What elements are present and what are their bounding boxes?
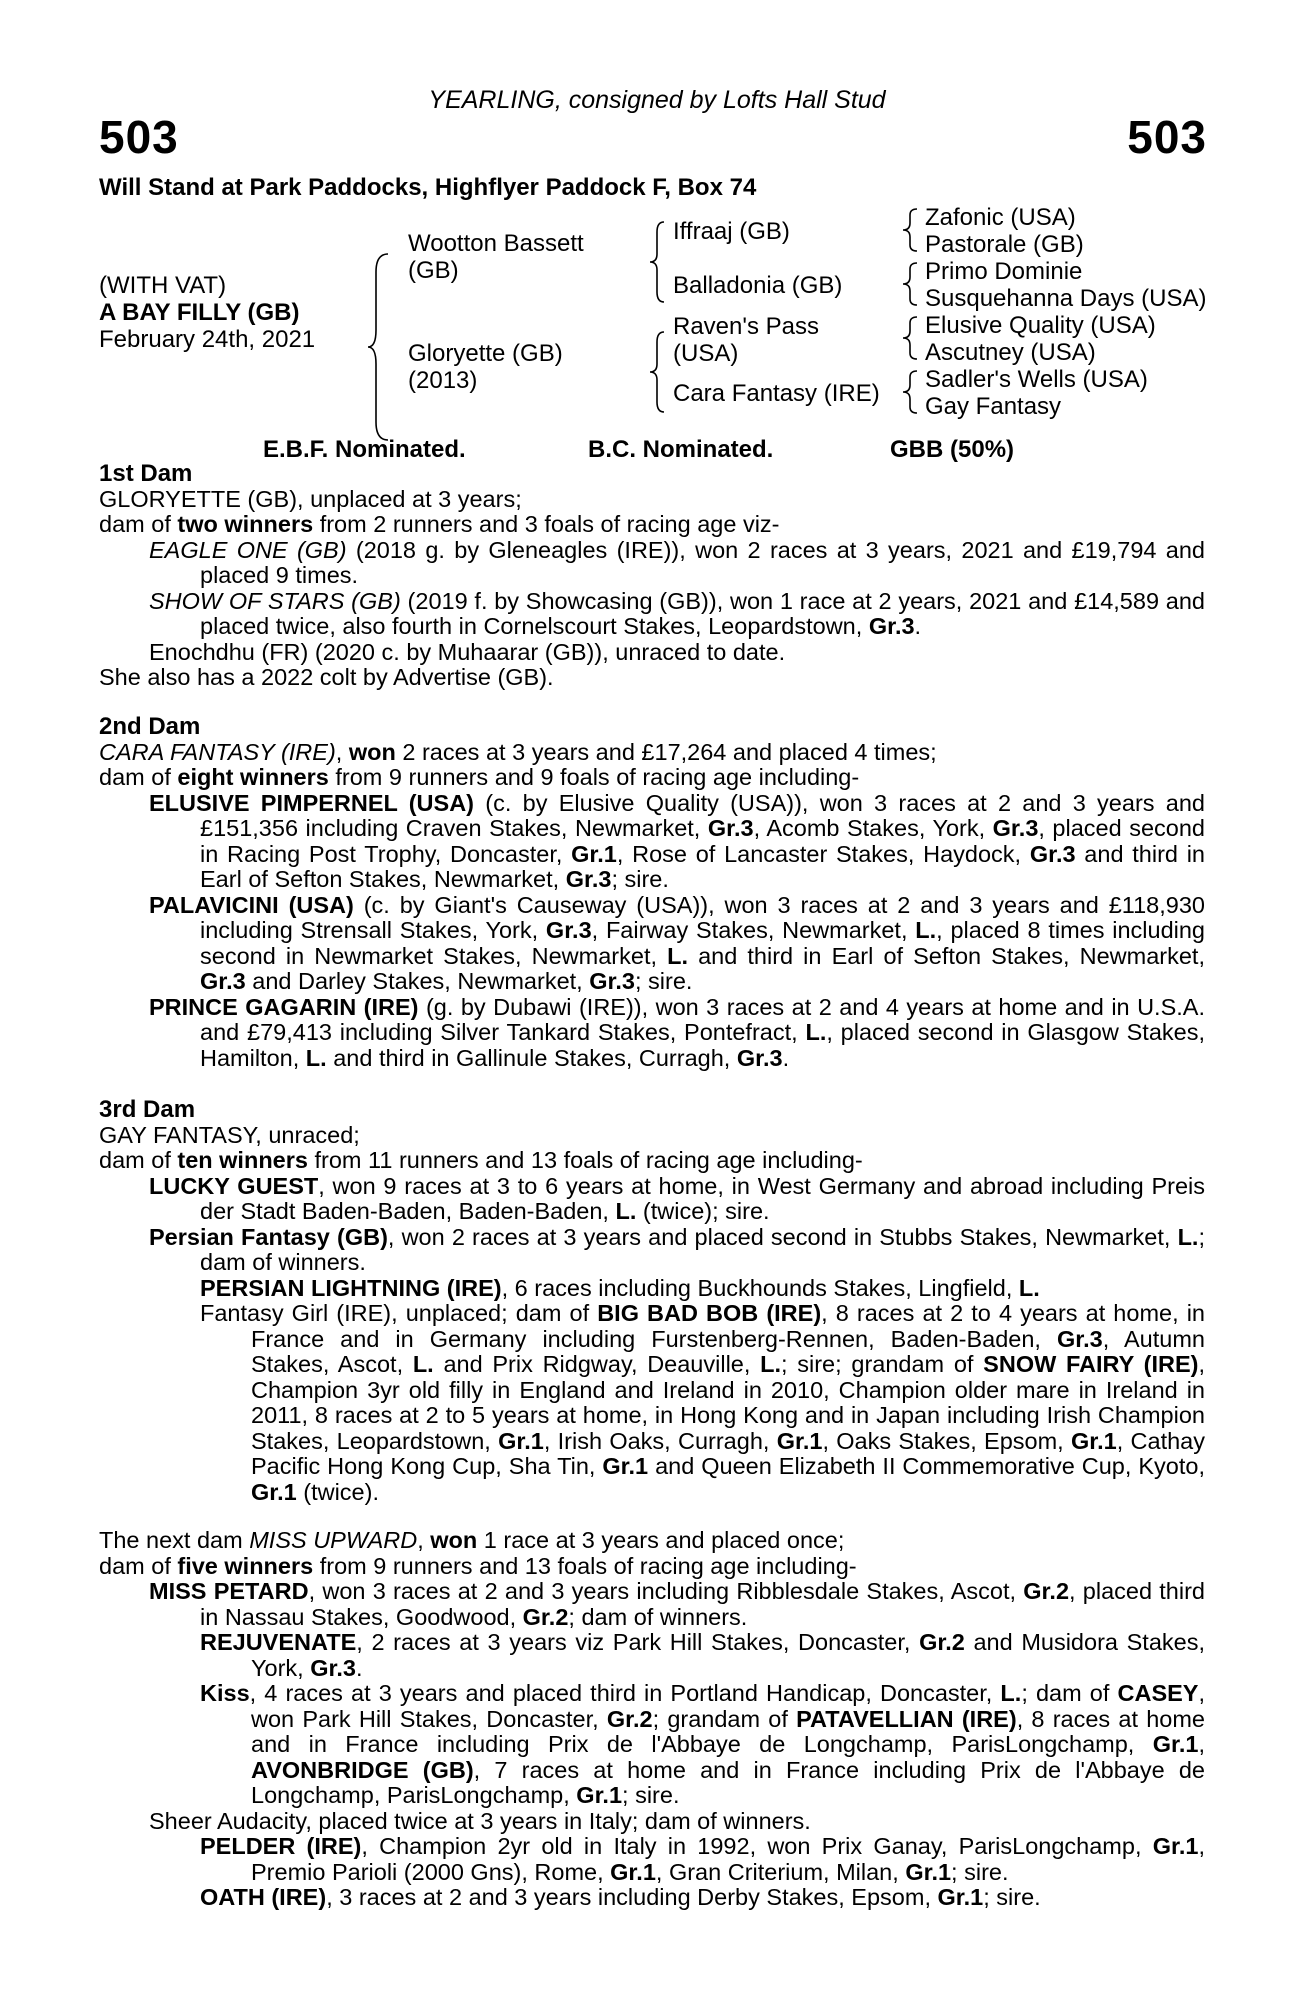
- first-dam-heading: 1st Dam: [99, 460, 193, 487]
- produce-pelder: PELDER (IRE), Champion 2yr old in Italy in 1992, won Prix Ganay, ParisLongchamp, Gr.1, Premio Parioli (2000 Gns), Rome, Gr.1, Gran Criterium, Milan, Gr.1; sire.: [200, 1833, 1205, 1885]
- brace-gen3-4: [903, 369, 923, 415]
- brace-gen1: [368, 252, 398, 442]
- ped-gen3-3: Primo Dominie: [925, 258, 1083, 285]
- dam-sire-country: (USA): [673, 340, 739, 367]
- sire-name: Wootton Bassett: [408, 230, 584, 257]
- first-dam-section: [99, 461, 1205, 691]
- dam-sire: Raven's Pass: [673, 313, 819, 340]
- second-dam-produce-summary: dam of eight winners from 9 runners and 9 foals of racing age including-: [99, 764, 860, 790]
- brace-dam: [650, 330, 670, 414]
- third-dam-produce-summary: dam of ten winners from 11 runners and 13 foals of racing age including-: [99, 1147, 863, 1173]
- ebf-nomination: E.B.F. Nominated.: [263, 436, 466, 463]
- horse-name: A BAY FILLY (GB): [99, 299, 300, 326]
- ped-gen3-7: Sadler's Wells (USA): [925, 366, 1148, 393]
- second-dam-heading: 2nd Dam: [99, 713, 201, 740]
- stand-location: Will Stand at Park Paddocks, Highflyer Paddock F, Box 74: [99, 174, 757, 201]
- produce-2022-colt: She also has a 2022 colt by Advertise (GB).: [99, 664, 554, 690]
- produce-show-of-stars: SHOW OF STARS (GB) (2019 f. by Showcasing (GB)), won 1 race at 2 years, 2021 and £14,589 and placed twice, also fourth in Cornelscourt Stakes, Leopardstown, Gr.3.: [149, 587, 1205, 639]
- brace-gen3-3: [903, 315, 923, 361]
- consignment-line: YEARLING, consigned by Lofts Hall Stud: [428, 86, 886, 114]
- gbb-status: GBB (50%): [890, 436, 1015, 463]
- produce-persian-lightning: PERSIAN LIGHTNING (IRE), 6 races including Buckhounds Stakes, Lingfield, L.: [200, 1274, 1040, 1301]
- first-dam-produce-summary: dam of two winners from 2 runners and 3 foals of racing age viz-: [99, 511, 780, 537]
- ped-gen3-4: Susquehanna Days (USA): [925, 285, 1207, 312]
- produce-lucky-guest: LUCKY GUEST, won 9 races at 3 to 6 years at home, in West Germany and abroad including Preis der Stadt Baden-Baden, Baden-Baden, L. (twice); sire.: [149, 1172, 1205, 1224]
- dam-name: Gloryette (GB): [408, 340, 563, 367]
- produce-prince-gagarin: PRINCE GAGARIN (IRE) (g. by Dubawi (IRE)), won 3 races at 2 and 4 years at home and in U.S.A. and £79,413 including Silver Tankard Stakes, Pontefract, L., placed second in Glasgow Stakes, Hamilton, L. and third in Gallinule Stakes, Curragh, Gr.3.: [149, 993, 1206, 1071]
- vat-note: (WITH VAT): [99, 272, 227, 299]
- foaling-date: February 24th, 2021: [99, 326, 316, 353]
- produce-elusive-pimpernel: ELUSIVE PIMPERNEL (USA) (c. by Elusive Quality (USA)), won 3 races at 2 and 3 years and £151,356 including Craven Stakes, Newmarket, Gr.3, Acomb Stakes, York, Gr.3, placed second in Racing Post Trophy, Doncaster, Gr.1, Rose of Lancaster Stakes, Haydock, Gr.3 and third in Earl of Sefton Stakes, Newmarket, Gr.3; sire.: [149, 789, 1205, 892]
- next-dam-section: [99, 1528, 1205, 1911]
- ped-gen3-1: Zafonic (USA): [925, 204, 1076, 231]
- produce-oath: OATH (IRE), 3 races at 2 and 3 years including Derby Stakes, Epsom, Gr.1; sire.: [200, 1884, 1041, 1910]
- dam-year: (2013): [408, 367, 478, 394]
- bc-nomination: B.C. Nominated.: [588, 436, 774, 463]
- produce-eagle-one: EAGLE ONE (GB) (2018 g. by Gleneagles (IRE)), won 2 races at 3 years, 2021 and £19,794 and placed 9 times.: [149, 536, 1205, 588]
- brace-sire: [650, 220, 670, 304]
- sire-country: (GB): [408, 257, 459, 284]
- next-dam-line: The next dam MISS UPWARD, won 1 race at 3 years and placed once;: [99, 1527, 845, 1553]
- produce-kiss: Kiss, 4 races at 3 years and placed third in Portland Handicap, Doncaster, L.; dam of CASEY, won Park Hill Stakes, Doncaster, Gr.2; grandam of PATAVELLIAN (IRE), 8 races at home and in France including Prix de l'Abbaye de Longchamp, ParisLongchamp, Gr.1, AVONBRIDGE (GB), 7 races at home and in France including Prix de l'Abbaye de Longchamp, ParisLongchamp, Gr.1; sire.: [200, 1680, 1206, 1808]
- sire-dam: Balladonia (GB): [673, 272, 843, 299]
- produce-enochdhu: Enochdhu (FR) (2020 c. by Muhaarar (GB)), unraced to date.: [149, 638, 786, 665]
- produce-sheer-audacity: Sheer Audacity, placed twice at 3 years in Italy; dam of winners.: [149, 1807, 811, 1834]
- ped-gen3-6: Ascutney (USA): [925, 339, 1096, 366]
- third-dam-section: [99, 1097, 1205, 1505]
- produce-persian-fantasy: Persian Fantasy (GB), won 2 races at 3 years and placed second in Stubbs Stakes, Newmarket, L.; dam of winners.: [149, 1223, 1205, 1275]
- second-dam-section: [99, 714, 1205, 1071]
- brace-gen3-2: [903, 261, 923, 307]
- first-dam-line: GLORYETTE (GB), unplaced at 3 years;: [99, 485, 522, 512]
- lot-number-right: 503: [1127, 111, 1207, 163]
- brace-gen3-1: [903, 207, 923, 253]
- sire-sire: Iffraaj (GB): [673, 218, 790, 245]
- produce-miss-petard: MISS PETARD, won 3 races at 2 and 3 years including Ribblesdale Stakes, Ascot, Gr.2, placed third in Nassau Stakes, Goodwood, Gr.2; dam of winners.: [149, 1578, 1205, 1630]
- produce-fantasy-girl: Fantasy Girl (IRE), unplaced; dam of BIG BAD BOB (IRE), 8 races at 2 to 4 years at home, in France and in Germany including Furstenberg-Rennen, Baden-Baden, Gr.3, Autumn Stakes, Ascot, L. and Prix Ridgway, Deauville, L.; sire; grandam of SNOW FAIRY (IRE), Champion 3yr old filly in England and Ireland in 2010, Champion older mare in Ireland in 2011, 8 races at 2 to 5 years at home, in Hong Kong and in Japan including Irish Champion Stakes, Leopardstown, Gr.1, Irish Oaks, Curragh, Gr.1, Oaks Stakes, Epsom, Gr.1, Cathay Pacific Hong Kong Cup, Sha Tin, Gr.1 and Queen Elizabeth II Commemorative Cup, Kyoto, Gr.1 (twice).: [200, 1300, 1205, 1505]
- produce-rejuvenate: REJUVENATE, 2 races at 3 years viz Park Hill Stakes, Doncaster, Gr.2 and Musidora Stakes, York, Gr.3.: [200, 1629, 1205, 1681]
- next-dam-produce-summary: dam of five winners from 9 runners and 13 foals of racing age including-: [99, 1552, 857, 1579]
- ped-gen3-2: Pastorale (GB): [925, 231, 1084, 258]
- dam-dam: Cara Fantasy (IRE): [673, 380, 880, 407]
- produce-palavicini: PALAVICINI (USA) (c. by Giant's Causeway (USA)), won 3 races at 2 and 3 years and £118,930 including Strensall Stakes, York, Gr.3, Fairway Stakes, Newmarket, L., placed 8 times including second in Newmarket Stakes, Newmarket, L. and third in Earl of Sefton Stakes, Newmarket, Gr.3 and Darley Stakes, Newmarket, Gr.3; sire.: [149, 891, 1205, 994]
- ped-gen3-5: Elusive Quality (USA): [925, 312, 1156, 339]
- third-dam-line: GAY FANTASY, unraced;: [99, 1121, 360, 1148]
- second-dam-line: CARA FANTASY (IRE), won 2 races at 3 years and £17,264 and placed 4 times;: [99, 738, 937, 765]
- third-dam-heading: 3rd Dam: [99, 1096, 196, 1123]
- ped-gen3-8: Gay Fantasy: [925, 393, 1062, 420]
- lot-number-left: 503: [99, 111, 179, 163]
